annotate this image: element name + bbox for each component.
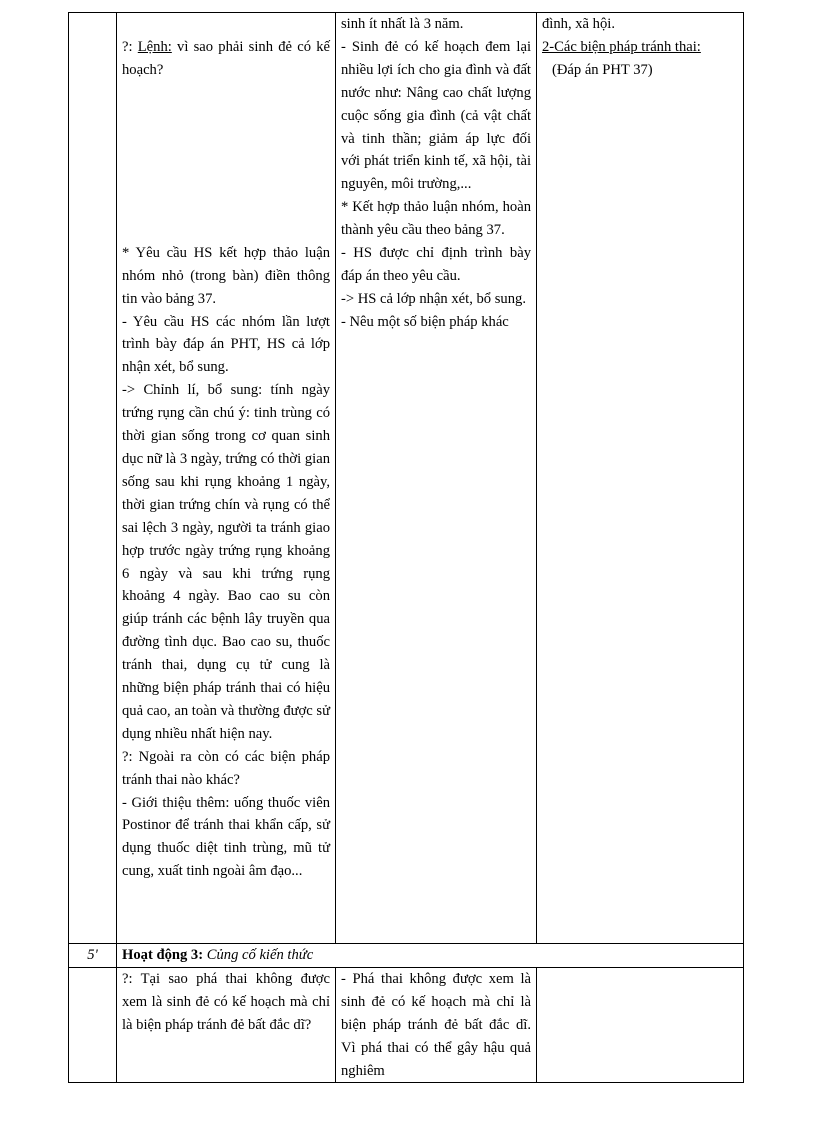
time-value: 5': [69, 944, 117, 968]
teacher-paragraph: ?: Ngoài ra còn có các biện pháp tránh thai nào khác?: [122, 748, 330, 788]
student-activity-cell: [336, 967, 537, 1083]
content-line: đình, xã hội.: [542, 16, 615, 32]
student-paragraph: - Nêu một số biện pháp khác: [341, 313, 509, 330]
activity-row-contraception: [69, 13, 744, 944]
activity-title: Củng cố kiến thức: [203, 947, 314, 963]
teacher-activity-cell: [117, 13, 336, 944]
content-answer: (Đáp án PHT 37): [552, 61, 653, 78]
question-text: vì sao phải sinh đẻ có kế hoạch?: [122, 39, 330, 78]
lesson-plan-table: [68, 12, 744, 1083]
student-activity-cell: [336, 13, 537, 944]
teacher-paragraph: - Yêu cầu HS các nhóm lần lượt trình bày đáp án PHT, HS cả lớp nhận xét, bổ sung.: [122, 313, 330, 376]
teacher-activity-cell: [117, 967, 336, 1083]
student-paragraph: sinh ít nhất là 3 năm.: [341, 16, 464, 32]
teacher-paragraph: -> Chỉnh lí, bổ sung: tính ngày trứng rụng cần chú ý: tinh trùng có thời gian sống trong cơ quan sinh dục nữ là 3 ngày, trứng có thời gian sống sau khi rụng khoảng 1 ngày, thời gian trứng chín và rụng có thể sai lệch 3 ngày, người ta tránh giao hợp trước ngày trứng rụng khoảng 6 ngày và sau khi trứng rụng khoảng 4 ngày. Bao cao su còn giúp tránh các bệnh lây truyền qua đường tình dục. Bao cao su, thuốc tránh thai, dụng cụ tử cung là những biện pháp tránh thai có hiệu quả cao, an toàn và thường được sử dụng nhiều nhất hiện nay.: [122, 382, 330, 742]
teacher-question: [122, 36, 330, 82]
contraception-heading: 2-Các biện pháp tránh thai:: [542, 38, 701, 55]
activity-row-consolidation: [69, 967, 744, 1083]
teacher-question: ?: Tại sao phá thai không được xem là sinh đẻ có kế hoạch mà chỉ là biện pháp tránh đẻ bất đắc dĩ?: [122, 970, 330, 1033]
teacher-paragraph: - Giới thiệu thêm: uống thuốc viên Postinor để tránh thai khẩn cấp, sử dụng thuốc diệt tinh trùng, mũ tử cung, xuất tinh ngoài âm đạo...: [122, 794, 330, 880]
time-cell: [69, 13, 117, 944]
spacer: [122, 82, 330, 242]
activity-heading: [117, 944, 744, 968]
student-paragraph: -> HS cả lớp nhận xét, bổ sung.: [341, 290, 526, 307]
content-cell: [537, 13, 744, 944]
activity-label: Hoạt động 3:: [122, 947, 204, 963]
student-paragraph: - HS được chỉ định trình bày đáp án theo yêu cầu.: [341, 245, 531, 284]
content-heading: [542, 36, 738, 59]
time-cell: [69, 967, 117, 1083]
student-paragraph: * Kết hợp thảo luận nhóm, hoàn thành yêu cầu theo bảng 37.: [341, 199, 531, 239]
student-answer: - Phá thai không được xem là sinh đẻ có kế hoạch mà chỉ là biện pháp tránh đẻ bất đắc dĩ. Vì phá thai có thể gây hậu quả nghiêm: [341, 970, 531, 1079]
command-label: Lệnh:: [137, 39, 172, 55]
question-prefix: ?:: [122, 39, 138, 55]
content-cell: [537, 967, 744, 1083]
teacher-paragraph: * Yêu cầu HS kết hợp thảo luận nhóm nhỏ (trong bàn) điền thông tin vào bảng 37.: [122, 244, 330, 307]
activity-header-row: [69, 944, 744, 968]
student-paragraph: - Sinh đẻ có kế hoạch đem lại nhiều lợi ích cho gia đình và đất nước như: Nâng cao chất lượng cuộc sống gia đình (cả vật chất và tinh thần; giảm áp lực đối với phát triển kinh tế, xã hội, tài nguyên, môi trường,...: [341, 38, 531, 193]
